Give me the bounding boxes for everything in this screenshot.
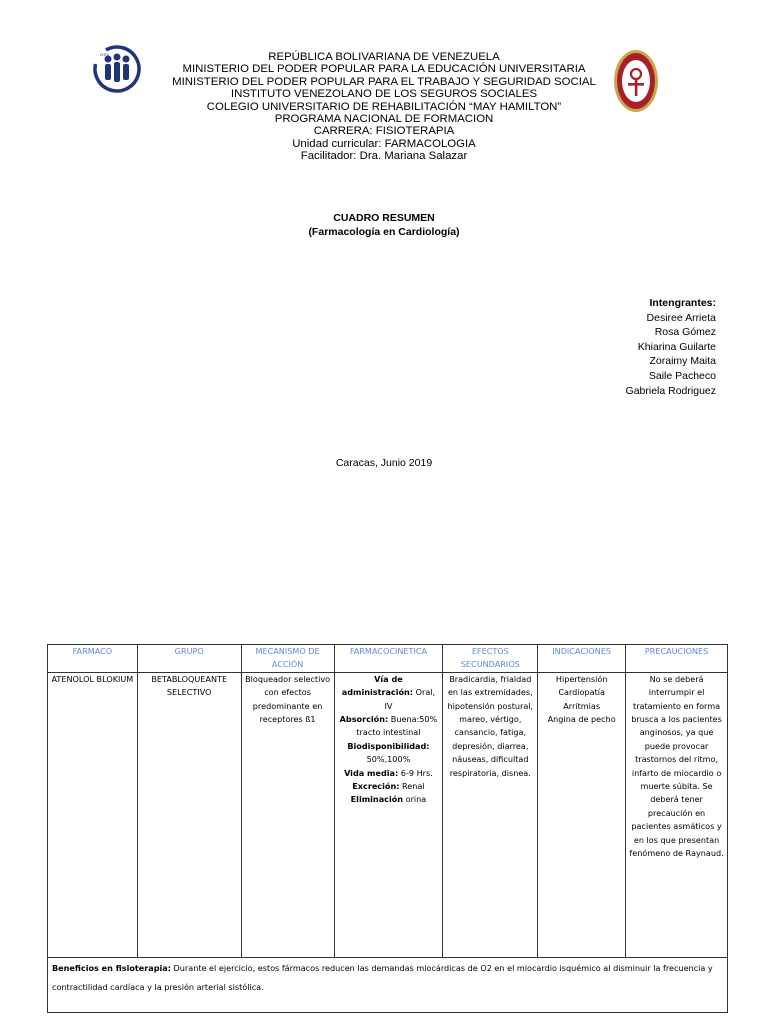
absorcion-label: Absorción: xyxy=(339,714,389,725)
summary-table xyxy=(47,644,728,1013)
benefits-row xyxy=(48,957,728,1012)
excrecion-label: Excreción: xyxy=(352,781,400,792)
header-grupo: GRUPO xyxy=(137,645,241,673)
indicacion-item: Hipertensión xyxy=(555,673,608,684)
header-farmaco: FARMACO xyxy=(48,645,138,673)
place-date: Caracas, Junio 2019 xyxy=(335,457,433,469)
indicacion-item: Angina de pecho xyxy=(547,714,616,725)
table-row xyxy=(48,672,728,957)
cell-mecanismo: Bloqueador selectivo con efectos predominante en receptores ß1 xyxy=(241,672,334,957)
eliminacion-label: Eliminación xyxy=(350,794,404,805)
header-efectos: EFECTOS SECUNDARIOS xyxy=(443,645,538,673)
cell-indicaciones xyxy=(538,672,626,957)
header-line-1: REPÚBLICA BOLIVARIANA DE VENEZUELA xyxy=(268,51,500,63)
header-precauciones: PRECAUCIONES xyxy=(626,645,728,673)
cell-beneficios xyxy=(48,957,728,1012)
beneficios-label: Beneficios en fisioterapia: xyxy=(52,962,171,973)
logo-left-text: IVSS xyxy=(100,52,110,57)
cell-precauciones: No se deberá interrumpir el tratamiento en forma brusca a los pacientes anginosos, ya que puede provocar trastornos del ritmo, infarto de miocardio o muerte súbita. Se deberá tener precaución en pacientes asmáticos y en los que presentan fenómeno de Raynaud. xyxy=(626,672,728,957)
absorcion-value: Buena:50% tracto intestinal xyxy=(356,714,438,738)
beneficios-text: Durante el ejercicio, estos fármacos reducen las demandas miocárdicas de O2 en el miocardio isquémico al disminuir la frecuencia y contractilidad cardíaca y la presión arterial sistólica. xyxy=(52,962,713,992)
excrecion-value: Renal xyxy=(399,781,425,792)
member-name: Saile Pacheco xyxy=(648,369,716,382)
header-line-6: PROGRAMA NACIONAL DE FORMACION xyxy=(274,113,494,126)
indicacion-item: Cardiopatía xyxy=(558,687,605,698)
members-list xyxy=(626,296,716,398)
header-indicaciones: INDICACIONES xyxy=(538,645,626,673)
member-name: Desiree Arrieta xyxy=(646,311,716,324)
header-line-8: Unidad curricular: FARMACOLOGIA xyxy=(292,137,476,150)
member-name: Rosa Gómez xyxy=(654,326,716,339)
biodisponibilidad-value: 50%,100% xyxy=(366,754,411,765)
cell-farmaco: ATENOLOL BLOKIUM xyxy=(48,672,138,957)
header-line-5: COLEGIO UNIVERSITARIO DE REHABILITACIÓN “MAY HAMILTON” xyxy=(206,100,562,113)
member-name: Gabriela Rodriguez xyxy=(625,384,716,397)
header-line-9: Facilitador: Dra. Mariana Salazar xyxy=(300,150,468,163)
cell-farmacocinetica xyxy=(334,672,443,957)
table-header-row xyxy=(48,645,728,673)
vida-media-label: Vida media: xyxy=(344,767,399,778)
eliminacion-value: orina xyxy=(403,794,427,805)
institution-header xyxy=(0,51,768,163)
cell-efectos: Bradicardia, frialdad en las extremidades, hipotensión postural, mareo, vértigo, cansancio, fatiga, depresión, diarrea, náuseas, dificultad respiratoria, disnea. xyxy=(443,672,538,957)
member-name: Khiarina Guilarte xyxy=(637,340,716,353)
document-title xyxy=(0,211,768,239)
title-sub: (Farmacología en Cardiología) xyxy=(308,226,460,238)
cell-grupo: BETABLOQUEANTE SELECTIVO xyxy=(137,672,241,957)
biodisponibilidad-label: Biodisponibilidad: xyxy=(347,740,430,751)
via-value: Oral, IV xyxy=(384,687,436,711)
indicacion-item: Arritmias xyxy=(563,700,601,711)
header-line-4: INSTITUTO VENEZOLANO DE LOS SEGUROS SOCIALES xyxy=(230,88,538,101)
header-farmacocinetica: FARMACOCINETICA xyxy=(334,645,443,673)
members-heading: Intengrantes: xyxy=(649,297,716,309)
title-main: CUADRO RESUMEN xyxy=(333,212,435,224)
vida-media-value: 6-9 Hrs. xyxy=(398,767,433,778)
header-line-7: CARRERA: FISIOTERAPIA xyxy=(313,125,455,138)
header-mecanismo: MECANISMO DE ACCIÓN xyxy=(241,645,334,673)
via-label: Vía de administración: xyxy=(341,673,414,698)
header-line-3: MINISTERIO DEL PODER POPULAR PARA EL TRABAJO Y SEGURIDAD SOCIAL xyxy=(172,75,596,88)
member-name: Zoraimy Maita xyxy=(649,355,716,368)
header-line-2: MINISTERIO DEL PODER POPULAR PARA LA EDUCACIÓN UNIVERSITARIA xyxy=(182,63,586,76)
